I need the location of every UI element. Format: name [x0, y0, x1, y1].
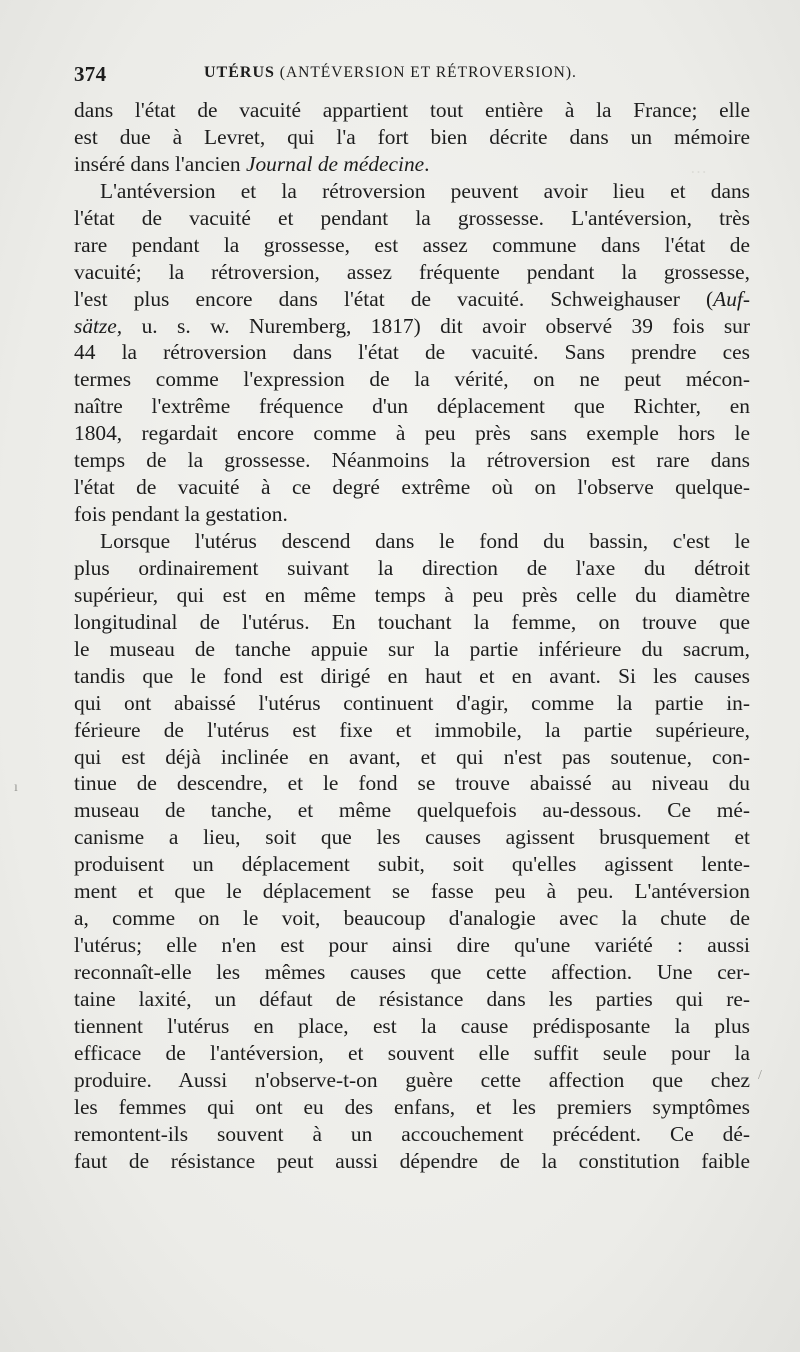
text-line: férieure de l'utérus est fixe et immobile, la partie supérieure, — [74, 717, 750, 742]
text-line: vacuité; la rétroversion, assez fréquente pendant la grossesse, — [74, 259, 750, 284]
text-line: taine laxité, un défaut de résistance dans les parties qui re- — [74, 986, 750, 1011]
text-line: temps de la grossesse. Néanmoins la rétroversion est rare dans — [74, 448, 750, 473]
running-head — [204, 64, 577, 82]
margin-mark: / — [758, 1068, 762, 1083]
text-line: efficace de l'antéversion, et souvent elle suffit seule pour la — [74, 1040, 750, 1065]
margin-mark: ı — [14, 780, 18, 795]
text-line: l'état de vacuité à ce degré extrême où on l'observe quelque- — [74, 475, 750, 500]
text-line: sätze, u. s. w. Nuremberg, 1817) dit avoir observé 39 fois sur — [74, 313, 750, 338]
text-line: l'est plus encore dans l'état de vacuité. Schweighauser (Auf- — [74, 286, 750, 311]
text-line: L'antéversion et la rétroversion peuvent avoir lieu et dans — [100, 178, 750, 203]
text-line: tandis que le fond est dirigé en haut et en avant. Si les causes — [74, 663, 750, 688]
text-line: tinue de descendre, et le fond se trouve abaissé au niveau du — [74, 771, 750, 796]
page-header — [74, 62, 750, 90]
text-line: produisent un déplacement subit, soit qu'elles agissent lente- — [74, 852, 750, 877]
text-line: plus ordinairement suivant la direction de l'axe du détroit — [74, 555, 750, 580]
text-line: est due à Levret, qui l'a fort bien décrite dans un mémoire — [74, 124, 750, 149]
body-text — [74, 97, 750, 1175]
show-through-mark: … — [690, 158, 707, 177]
text-line: qui ont abaissé l'utérus continuent d'agir, comme la partie in- — [74, 690, 750, 715]
text-line: ment et que le déplacement se fasse peu à peu. L'antéversion — [74, 879, 750, 904]
text-line: longitudinal de l'utérus. En touchant la femme, on trouve que — [74, 609, 750, 634]
running-head-sub: (ANTÉVERSION ET RÉTROVERSION). — [279, 64, 577, 81]
text-line: Lorsque l'utérus descend dans le fond du bassin, c'est le — [100, 529, 750, 553]
text-line: termes comme l'expression de la vérité, on ne peut mécon- — [74, 367, 750, 392]
running-head-main: UTÉRUS — [204, 64, 275, 81]
page-number: 374 — [74, 62, 107, 86]
text-line: reconnaît-elle les mêmes causes que cette affection. Une cer- — [74, 960, 750, 984]
text-line: qui est déjà inclinée en avant, et qui n'est pas soutenue, con- — [74, 744, 750, 769]
text-line: 44 la rétroversion dans l'état de vacuité. Sans prendre ces — [74, 340, 750, 365]
text-line: a, comme on le voit, beaucoup d'analogie avec la chute de — [74, 906, 750, 931]
text-line: fois pendant la gestation. — [74, 502, 288, 527]
text-line: l'état de vacuité et pendant la grossesse. L'antéversion, très — [74, 205, 750, 230]
text-line: dans l'état de vacuité appartient tout entière à la France; elle — [74, 98, 750, 122]
text-line: faut de résistance peut aussi dépendre de la constitution faible — [74, 1148, 750, 1173]
text-line: museau de tanche, et même quelquefois au-dessous. Ce mé- — [74, 798, 750, 823]
text-line: remontent-ils souvent à un accouchement précédent. Ce dé- — [74, 1121, 750, 1146]
text-line: inséré dans l'ancien Journal de médecine. — [74, 151, 430, 176]
text-line: 1804, regardait encore comme à peu près sans exemple hors le — [74, 421, 750, 446]
text-line: l'utérus; elle n'en est pour ainsi dire qu'une variété : aussi — [74, 933, 750, 958]
text-line: les femmes qui ont eu des enfans, et les premiers symptômes — [74, 1094, 750, 1119]
text-line: produire. Aussi n'observe-t-on guère cette affection que chez — [74, 1067, 750, 1092]
text-line: le museau de tanche appuie sur la partie inférieure du sacrum, — [74, 636, 750, 661]
text-line: tiennent l'utérus en place, est la cause prédisposante la plus — [74, 1013, 750, 1038]
text-line: naître l'extrême fréquence d'un déplacement que Richter, en — [74, 394, 750, 419]
text-line: canisme a lieu, soit que les causes agissent brusquement et — [74, 825, 750, 850]
text-line: supérieur, qui est en même temps à peu près celle du diamètre — [74, 582, 750, 607]
text-line: rare pendant la grossesse, est assez commune dans l'état de — [74, 232, 750, 257]
